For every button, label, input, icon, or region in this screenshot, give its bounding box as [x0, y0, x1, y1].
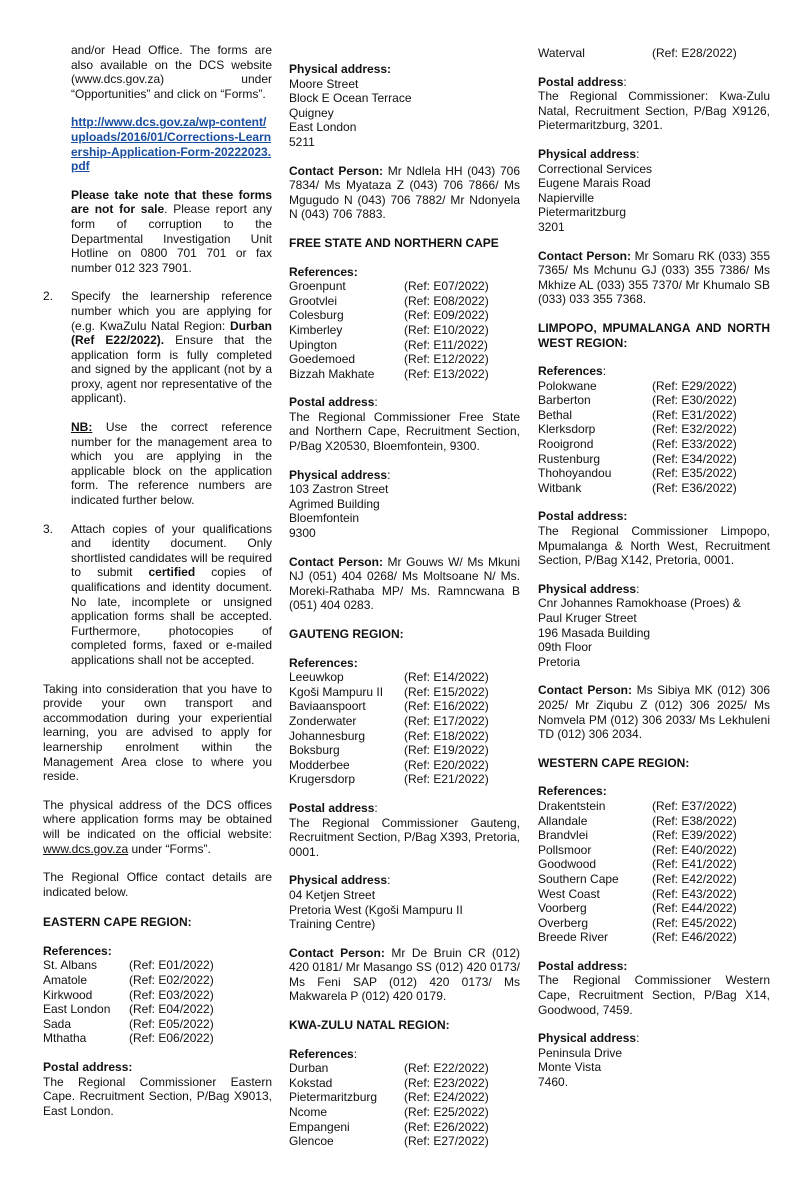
reference-code: (Ref: E38/2022)	[652, 813, 737, 828]
reference-location: Bethal	[538, 407, 573, 422]
postal-address-label: Postal address:	[43, 1060, 133, 1075]
address-line: 04 Ketjen Street	[289, 887, 376, 902]
notice-rest: . Please report any form of corruption to the Departmental Investigation Unit Hotline on 0800 701 701 or fax number 012 323 7901.	[71, 202, 272, 275]
reference-location: Klerksdorp	[538, 422, 596, 437]
regional-office-paragraph: The Regional Office contact details are indicated below.	[43, 870, 272, 899]
physical-address-label: Physical address:	[289, 467, 391, 482]
reference-row	[538, 452, 770, 467]
reference-location: Breede River	[538, 930, 609, 945]
reference-row	[43, 1031, 272, 1046]
eastern-cape-physical-address	[289, 77, 520, 150]
nb-label: NB:	[71, 420, 93, 435]
reference-code: (Ref: E02/2022)	[129, 973, 214, 988]
free-state-heading: FREE STATE AND NORTHERN CAPE	[289, 235, 499, 250]
reference-code: (Ref: E46/2022)	[652, 930, 737, 945]
address-line: Peninsula Drive	[538, 1045, 623, 1060]
reference-code: (Ref: E32/2022)	[652, 422, 737, 437]
column-2	[289, 62, 520, 1149]
physical-address-label: Physical address:	[538, 581, 640, 596]
reference-code: (Ref: E42/2022)	[652, 871, 737, 886]
item-3-text: Attach copies of your qualifications and identity document. Only shortlisted candidates will be required to submit certified copies of qualifications and identity document. No late, incomplete or unsigned application forms shall be accepted. Furthermore, photocopies of completed forms, faxed or e-mailed applications shall not be accepted.	[71, 521, 272, 667]
postal-address-label: Postal address:	[289, 395, 378, 410]
limpopo-contact: Contact Person: Ms Sibiya MK (012) 306 2025/ Mr Ziqubu Z (012) 306 2025/ Ms Nomvela PM (012) 306 2033/ Ms Lekhuleni TD (012) 306 2034.	[538, 683, 770, 742]
reference-code: (Ref: E18/2022)	[404, 728, 489, 743]
gauteng-contact: Contact Person: Mr De Bruin CR (012) 420 0181/ Mr Masango SS (012) 420 0173/ Ms Feni SAP (012) 420 0173/ Ms Makwarela P (012) 420 0179.	[289, 945, 520, 1004]
column-1	[43, 40, 272, 1118]
references-label: References:	[538, 784, 607, 799]
reference-row	[43, 1002, 272, 1017]
reference-location: Rooigrond	[538, 437, 594, 452]
reference-location: Overberg	[538, 915, 589, 930]
reference-location: Durban	[289, 1061, 329, 1076]
reference-code: (Ref: E20/2022)	[404, 757, 489, 772]
reference-location: Witbank	[538, 480, 582, 495]
reference-location: Kimberley	[289, 322, 343, 337]
address-line: Eugene Marais Road	[538, 176, 651, 191]
western-cape-physical-address	[538, 1046, 770, 1090]
reference-location: Amatole	[43, 973, 88, 988]
reference-row	[43, 973, 272, 988]
reference-code: (Ref: E01/2022)	[129, 958, 214, 973]
reference-row	[289, 729, 520, 744]
reference-code: (Ref: E03/2022)	[129, 987, 214, 1002]
reference-location: West Coast	[538, 886, 600, 901]
address-line: 9300	[289, 526, 316, 541]
free-state-postal-address: The Regional Commissioner Free State and Northern Cape, Recruitment Section, P/Bag X20530, Bloemfontein, 9300.	[289, 409, 520, 454]
item-number: 3.	[43, 521, 54, 536]
reference-location: Zonderwater	[289, 713, 357, 728]
reference-location: Mthatha	[43, 1031, 87, 1046]
reference-code: (Ref: E15/2022)	[404, 684, 489, 699]
instruction-item-2	[43, 289, 272, 507]
reference-row	[289, 338, 520, 353]
reference-row	[289, 367, 520, 382]
reference-row	[289, 670, 520, 685]
reference-row	[289, 758, 520, 773]
reference-location: Goedemoed	[289, 352, 356, 367]
reference-row	[289, 1134, 520, 1149]
reference-code: (Ref: E17/2022)	[404, 713, 489, 728]
reference-code: (Ref: E16/2022)	[404, 699, 489, 714]
nb-note: NB: Use the correct reference number for the management area to which you are applying in the applicable block on the application form. The reference numbers are indicated further below.	[71, 420, 272, 508]
reference-row	[289, 1061, 520, 1076]
address-line: 103 Zastron Street	[289, 482, 389, 497]
limpopo-physical-address	[538, 596, 770, 669]
reference-location: Voorberg	[538, 901, 587, 916]
reference-code: (Ref: E24/2022)	[404, 1090, 489, 1105]
reference-code: (Ref: E07/2022)	[404, 279, 489, 294]
free-state-references	[289, 279, 520, 381]
reference-location: Modderbee	[289, 757, 350, 772]
physical-address-paragraph: The physical address of the DCS offices where application forms may be obtained will be indicated on the official website: www.dcs.gov.za under “Forms”.	[43, 797, 272, 856]
reference-code: (Ref: E13/2022)	[404, 366, 489, 381]
reference-row	[538, 481, 770, 496]
western-cape-heading: WESTERN CAPE REGION:	[538, 755, 690, 770]
address-line: Agrimed Building	[289, 496, 380, 511]
reference-location: Empangeni	[289, 1119, 350, 1134]
reference-location: Rustenburg	[538, 451, 601, 466]
reference-row	[43, 988, 272, 1003]
reference-code: (Ref: E04/2022)	[129, 1002, 214, 1017]
reference-code: (Ref: E40/2022)	[652, 842, 737, 857]
reference-location: Grootvlei	[289, 293, 338, 308]
reference-code: (Ref: E21/2022)	[404, 772, 489, 787]
reference-location: Johannesburg	[289, 728, 366, 743]
reference-code: (Ref: E30/2022)	[652, 393, 737, 408]
reference-row	[289, 772, 520, 787]
reference-row	[289, 1120, 520, 1135]
reference-row	[538, 887, 770, 902]
physical-address-label: Physical address:	[289, 62, 392, 76]
reference-location: Polokwane	[538, 378, 597, 393]
reference-row	[538, 799, 770, 814]
reference-code: (Ref: E39/2022)	[652, 828, 737, 843]
reference-code: (Ref: E31/2022)	[652, 407, 737, 422]
gauteng-postal-address: The Regional Commissioner Gauteng, Recruitment Section, P/Bag X393, Pretoria, 0001.	[289, 815, 520, 859]
eastern-cape-heading: EASTERN CAPE REGION:	[43, 915, 192, 930]
reference-row	[289, 699, 520, 714]
dcs-website-link[interactable]: www.dcs.gov.za	[43, 841, 129, 856]
free-state-contact: Contact Person: Mr Gouws W/ Ms Mkuni NJ (051) 404 0268/ Ms Moltsoane N/ Ms. Moreki-Rathaba MP/ Ms. Ramncwana B (051) 404 0283.	[289, 554, 520, 613]
reference-row	[43, 1017, 272, 1032]
reference-location: Drakentstein	[538, 798, 606, 813]
reference-code: (Ref: E08/2022)	[404, 293, 489, 308]
limpopo-postal-address: The Regional Commissioner Limpopo, Mpumalanga & North West, Recruitment Section, P/Bag X142, Pretoria, 0001.	[538, 524, 770, 568]
reference-row	[538, 828, 770, 843]
reference-location: Boksburg	[289, 743, 340, 758]
reference-location: Baviaanspoort	[289, 699, 366, 714]
reference-code: (Ref: E09/2022)	[404, 308, 489, 323]
reference-code: (Ref: E05/2022)	[129, 1016, 214, 1031]
address-line: Moore Street	[289, 76, 359, 91]
kwazulu-natal-references	[289, 1061, 520, 1149]
reference-code: (Ref: E41/2022)	[652, 857, 737, 872]
reference-code: (Ref: E44/2022)	[652, 901, 737, 916]
transport-paragraph: Taking into consideration that you have to provide your own transport and accommodation during your experiential learning, you are advised to apply for learnership enrolment within the Management Area close to where you reside.	[43, 681, 272, 784]
kwazulu-natal-physical-address	[538, 162, 770, 235]
reference-row	[538, 422, 770, 437]
reference-location: Colesburg	[289, 308, 344, 323]
reference-row	[538, 408, 770, 423]
eastern-cape-references	[43, 958, 272, 1046]
reference-location: Thohoyandou	[538, 466, 612, 481]
reference-location: Southern Cape	[538, 871, 619, 886]
address-line: Correctional Services	[538, 161, 653, 176]
reference-code: (Ref: E37/2022)	[652, 798, 737, 813]
reference-location: Pollsmoor	[538, 842, 592, 857]
address-line: Bloemfontein	[289, 511, 360, 526]
address-line: 7460.	[538, 1075, 569, 1090]
reference-row	[538, 466, 770, 481]
reference-location: Kirkwood	[43, 987, 93, 1002]
reference-code: (Ref: E36/2022)	[652, 480, 737, 495]
reference-code: (Ref: E11/2022)	[404, 337, 488, 352]
reference-location: Sada	[43, 1016, 72, 1031]
reference-row	[289, 1090, 520, 1105]
reference-row	[289, 1105, 520, 1120]
address-line: East London	[289, 120, 357, 135]
reference-row	[538, 379, 770, 394]
reference-code: (Ref: E29/2022)	[652, 378, 737, 393]
reference-code: (Ref: E10/2022)	[404, 322, 489, 337]
reference-row: Waterval (Ref: E28/2022)	[538, 46, 737, 60]
reference-row	[289, 685, 520, 700]
forms-not-for-sale-notice	[71, 188, 272, 276]
reference-location: Kokstad	[289, 1075, 333, 1090]
application-form-link[interactable]: http://www.dcs.gov.za/wp-content/uploads/2016/01/Corrections-Learnership-Application-Form-20222023.pdf	[71, 115, 272, 174]
address-line: Block E Ocean Terrace	[289, 91, 412, 106]
reference-row	[289, 323, 520, 338]
references-label: References:	[289, 264, 358, 279]
reference-code: (Ref: E27/2022)	[404, 1134, 489, 1149]
column-3	[538, 46, 770, 1090]
reference-row	[538, 901, 770, 916]
reference-code: (Ref: E22/2022)	[404, 1061, 489, 1076]
reference-row	[289, 294, 520, 309]
western-cape-references	[538, 799, 770, 945]
reference-row	[289, 743, 520, 758]
reference-location: Pietermaritzburg	[289, 1090, 378, 1105]
address-line: Training Centre)	[289, 917, 376, 932]
address-line: 3201	[538, 219, 565, 234]
address-line: 09th Floor	[538, 640, 593, 655]
forms-availability-text: and/or Head Office. The forms are also available on the DCS website (www.dcs.gov.za) under “Opportunities” and click on “Forms”.	[71, 43, 272, 101]
address-line: Paul Kruger Street	[538, 611, 637, 625]
postal-address-label: Postal address:	[289, 800, 378, 815]
address-line: 196 Masada Building	[538, 625, 651, 640]
kwazulu-natal-postal-address: The Regional Commissioner: Kwa-Zulu Natal, Recruitment Section, P/Bag X9126, Pietermaritzburg, 3201.	[538, 89, 770, 133]
item-2-text: Specify the learnership reference number which you are applying for (e.g. KwaZulu Natal Region: Durban (Ref E22/2022). Ensure that the application form is fully completed and signed by the applicant (not by a proxy, agent nor representative of the applicant).	[71, 289, 272, 406]
reference-location: Ncome	[289, 1105, 328, 1120]
address-line: 5211	[289, 134, 315, 149]
postal-address-label: Postal address:	[538, 509, 628, 524]
free-state-physical-address	[289, 482, 520, 540]
reference-row	[538, 814, 770, 829]
physical-address-label: Physical address:	[289, 873, 391, 888]
reference-location: Glencoe	[289, 1134, 334, 1149]
reference-location: Allandale	[538, 813, 588, 828]
western-cape-postal-address: The Regional Commissioner Western Cape, Recruitment Section, P/Bag X14, Goodwood, 7459.	[538, 973, 770, 1017]
address-line: Monte Vista	[538, 1060, 602, 1075]
reference-code: (Ref: E25/2022)	[404, 1105, 489, 1120]
address-line: Pretoria West (Kgoši Mampuru II	[289, 902, 463, 917]
reference-row	[538, 393, 770, 408]
reference-row	[289, 714, 520, 729]
gauteng-physical-address	[289, 888, 520, 932]
reference-code: (Ref: E12/2022)	[404, 352, 489, 367]
reference-code: (Ref: E35/2022)	[652, 466, 737, 481]
reference-row	[538, 872, 770, 887]
reference-code: (Ref: E06/2022)	[129, 1031, 214, 1046]
reference-location: Leeuwkop	[289, 670, 344, 685]
reference-row	[43, 958, 272, 973]
item-number: 2.	[43, 289, 54, 304]
instruction-item-3	[43, 522, 272, 668]
postal-address-label: Postal address:	[538, 74, 627, 89]
reference-code: (Ref: E19/2022)	[404, 743, 489, 758]
reference-location: Upington	[289, 337, 338, 352]
reference-row	[538, 437, 770, 452]
limpopo-heading: LIMPOPO, MPUMALANGA AND NORTH WEST REGION:	[538, 320, 770, 350]
postal-address-label: Postal address:	[538, 958, 628, 973]
reference-code: (Ref: E23/2022)	[404, 1075, 489, 1090]
reference-code: (Ref: E26/2022)	[404, 1119, 489, 1134]
reference-location: Groenpunt	[289, 279, 346, 294]
reference-row	[289, 308, 520, 323]
address-line: Cnr Johannes Ramokhoase (Proes) &	[538, 596, 741, 611]
reference-row	[289, 1076, 520, 1091]
notice-bold: Please take note that these forms are not for sale	[71, 187, 272, 217]
address-line: Napierville	[538, 190, 595, 205]
physical-address-label: Physical address:	[538, 146, 640, 161]
gauteng-references	[289, 670, 520, 787]
references-label: References:	[538, 364, 607, 379]
reference-row	[289, 279, 520, 294]
reference-location: Bizzah Makhate	[289, 366, 375, 381]
reference-row	[538, 916, 770, 931]
reference-location: Brandvlei	[538, 828, 589, 843]
references-label: References:	[289, 1046, 358, 1061]
reference-row	[538, 843, 770, 858]
reference-location: Krugersdorp	[289, 772, 356, 787]
reference-row	[538, 857, 770, 872]
reference-location: Kgoši Mampuru II	[289, 684, 384, 699]
reference-row	[289, 352, 520, 367]
address-line: Quigney	[289, 105, 334, 120]
gauteng-heading: GAUTENG REGION:	[289, 627, 404, 641]
reference-code: (Ref: E43/2022)	[652, 886, 737, 901]
physical-address-label: Physical address:	[538, 1031, 640, 1046]
address-line: Pretoria	[538, 654, 581, 669]
references-label: References:	[43, 943, 112, 958]
reference-row	[538, 930, 770, 945]
kwazulu-natal-heading: KWA-ZULU NATAL REGION:	[289, 1018, 450, 1033]
address-line: Pietermaritzburg	[538, 205, 627, 220]
reference-code: (Ref: E14/2022)	[404, 670, 489, 685]
limpopo-references	[538, 379, 770, 496]
reference-code: (Ref: E33/2022)	[652, 437, 737, 452]
kwazulu-natal-contact: Contact Person: Mr Somaru RK (033) 355 7365/ Ms Mchunu GJ (033) 355 7386/ Ms Mkhize AL (033) 355 7370/ Mr Khumalo SB (033) 033 355 7368.	[538, 248, 770, 307]
eastern-cape-postal-address: The Regional Commissioner Eastern Cape. Recruitment Section, P/Bag X9013, East London.	[43, 1074, 272, 1118]
reference-location: Barberton	[538, 393, 591, 408]
reference-location: Goodwood	[538, 857, 597, 872]
reference-location: St. Albans	[43, 958, 98, 973]
reference-location: East London	[43, 1002, 111, 1017]
eastern-cape-contact: Contact Person: Mr Ndlela HH (043) 706 7834/ Ms Myataza Z (043) 706 7866/ Ms Mgugudo N (043) 706 7882/ Mr Ndonyela N (043) 706 7883.	[289, 163, 520, 222]
references-label: References:	[289, 655, 358, 670]
reference-code: (Ref: E34/2022)	[652, 451, 737, 466]
reference-code: (Ref: E45/2022)	[652, 915, 737, 930]
